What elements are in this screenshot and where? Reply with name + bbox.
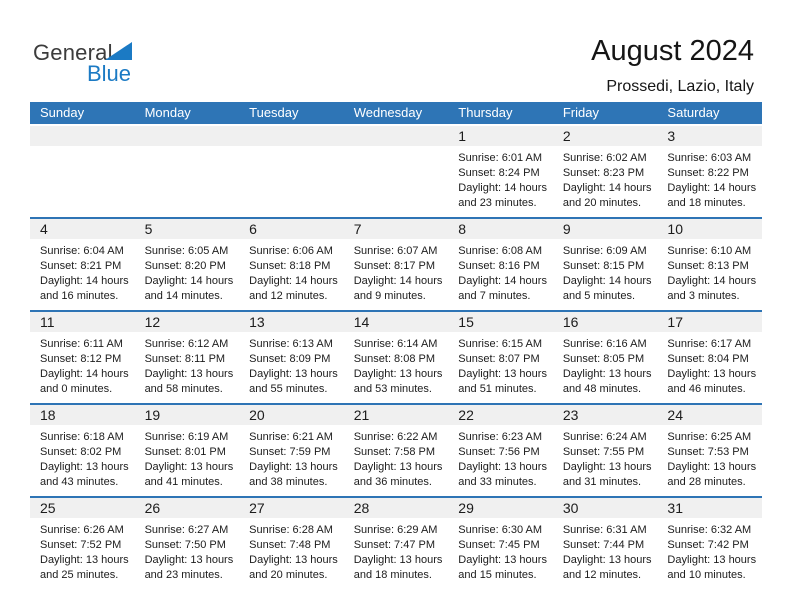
sunrise-text: Sunrise: 6:05 AM xyxy=(144,245,229,257)
sunset-text: Sunset: 8:24 PM xyxy=(458,167,540,179)
daylight-text-line2: and 28 minutes. xyxy=(667,476,746,488)
day-number: 4 xyxy=(30,219,135,239)
week-row xyxy=(30,310,762,403)
day-cell-17 xyxy=(657,312,762,403)
sunrise-text: Sunrise: 6:29 AM xyxy=(353,524,438,536)
day-cell-18 xyxy=(30,405,135,496)
sunrise-text: Sunrise: 6:12 AM xyxy=(144,338,229,350)
day-info xyxy=(657,332,762,397)
day-info xyxy=(448,518,553,583)
day-number: 22 xyxy=(448,405,553,425)
weekday-header-wednesday: Wednesday xyxy=(353,105,423,120)
daylight-text-line1: Daylight: 13 hours xyxy=(249,368,338,380)
daylight-text-line1: Daylight: 13 hours xyxy=(144,368,234,380)
day-info xyxy=(239,425,344,490)
day-number: 26 xyxy=(135,498,240,518)
day-info xyxy=(135,425,240,490)
daylight-text-line1: Daylight: 13 hours xyxy=(40,554,129,566)
day-cell-6 xyxy=(239,219,344,310)
daylight-text-line2: and 38 minutes. xyxy=(249,476,328,488)
day-info xyxy=(448,239,553,304)
day-info xyxy=(553,239,658,304)
daylight-text-line2: and 53 minutes. xyxy=(353,383,432,395)
day-cell-empty xyxy=(239,126,344,217)
sunrise-text: Sunrise: 6:04 AM xyxy=(40,245,124,257)
day-cell-9 xyxy=(553,219,658,310)
day-info xyxy=(657,518,762,583)
day-cell-4 xyxy=(30,219,135,310)
daylight-text-line2: and 46 minutes. xyxy=(667,383,746,395)
sunrise-text: Sunrise: 6:18 AM xyxy=(40,431,124,443)
day-info xyxy=(553,425,658,490)
daylight-text-line2: and 23 minutes. xyxy=(458,197,537,209)
day-cell-11 xyxy=(30,312,135,403)
day-cell-30 xyxy=(553,498,658,589)
sunset-text: Sunset: 7:47 PM xyxy=(353,539,436,551)
calendar-table xyxy=(30,102,762,589)
weekday-header-thursday: Thursday xyxy=(458,105,513,120)
daylight-text-line1: Daylight: 14 hours xyxy=(353,275,443,287)
day-number: 5 xyxy=(135,219,240,239)
sunset-text: Sunset: 7:48 PM xyxy=(249,539,331,551)
day-info xyxy=(344,239,449,304)
sunset-text: Sunset: 7:50 PM xyxy=(144,539,226,551)
day-cell-23 xyxy=(553,405,658,496)
day-info xyxy=(239,146,344,151)
day-cell-19 xyxy=(135,405,240,496)
week-row xyxy=(30,124,762,217)
day-number: 18 xyxy=(30,405,135,425)
day-info xyxy=(553,518,658,583)
daylight-text-line2: and 3 minutes. xyxy=(667,290,740,302)
day-cell-24 xyxy=(657,405,762,496)
daylight-text-line2: and 51 minutes. xyxy=(458,383,537,395)
daylight-text-line1: Daylight: 13 hours xyxy=(458,461,547,473)
sunrise-text: Sunrise: 6:09 AM xyxy=(562,245,647,257)
sunrise-text: Sunrise: 6:32 AM xyxy=(667,524,752,536)
daylight-text-line2: and 10 minutes. xyxy=(667,569,746,581)
sunset-text: Sunset: 7:44 PM xyxy=(562,539,645,551)
sunset-text: Sunset: 8:22 PM xyxy=(667,167,749,179)
daylight-text-line2: and 7 minutes. xyxy=(458,290,531,302)
sunset-text: Sunset: 8:05 PM xyxy=(562,353,645,365)
sunset-text: Sunset: 8:17 PM xyxy=(353,260,436,272)
sunrise-text: Sunrise: 6:02 AM xyxy=(562,152,647,164)
sunset-text: Sunset: 7:42 PM xyxy=(667,539,749,551)
day-info xyxy=(30,425,135,490)
daylight-text-line2: and 20 minutes. xyxy=(249,569,328,581)
daylight-text-line1: Daylight: 13 hours xyxy=(667,554,757,566)
day-info xyxy=(448,425,553,490)
daylight-text-line1: Daylight: 13 hours xyxy=(249,461,338,473)
sunset-text: Sunset: 7:45 PM xyxy=(458,539,540,551)
sunrise-text: Sunrise: 6:31 AM xyxy=(562,524,647,536)
sunset-text: Sunset: 7:52 PM xyxy=(40,539,122,551)
daylight-text-line1: Daylight: 13 hours xyxy=(144,554,234,566)
daylight-text-line1: Daylight: 14 hours xyxy=(562,275,652,287)
day-info xyxy=(344,146,449,151)
day-number xyxy=(135,126,240,146)
day-cell-28 xyxy=(344,498,449,589)
day-number: 17 xyxy=(657,312,762,332)
sunset-text: Sunset: 8:11 PM xyxy=(144,353,226,365)
daylight-text-line2: and 41 minutes. xyxy=(144,476,223,488)
sunset-text: Sunset: 8:18 PM xyxy=(249,260,331,272)
daylight-text-line1: Daylight: 13 hours xyxy=(458,554,547,566)
daylight-text-line1: Daylight: 14 hours xyxy=(667,275,757,287)
day-number: 6 xyxy=(239,219,344,239)
daylight-text-line1: Daylight: 13 hours xyxy=(562,368,652,380)
day-info xyxy=(30,518,135,583)
sunset-text: Sunset: 7:56 PM xyxy=(458,446,540,458)
sunrise-text: Sunrise: 6:30 AM xyxy=(458,524,543,536)
day-number: 8 xyxy=(448,219,553,239)
day-number: 21 xyxy=(344,405,449,425)
week-row xyxy=(30,496,762,589)
day-cell-27 xyxy=(239,498,344,589)
daylight-text-line1: Daylight: 14 hours xyxy=(249,275,338,287)
sunrise-text: Sunrise: 6:11 AM xyxy=(40,338,123,350)
day-number xyxy=(30,126,135,146)
sunrise-text: Sunrise: 6:16 AM xyxy=(562,338,647,350)
daylight-text-line2: and 36 minutes. xyxy=(353,476,432,488)
sunset-text: Sunset: 8:12 PM xyxy=(40,353,122,365)
sunset-text: Sunset: 8:09 PM xyxy=(249,353,331,365)
day-number: 25 xyxy=(30,498,135,518)
sunset-text: Sunset: 8:13 PM xyxy=(667,260,749,272)
sunrise-text: Sunrise: 6:25 AM xyxy=(667,431,752,443)
day-number xyxy=(344,126,449,146)
sunrise-text: Sunrise: 6:24 AM xyxy=(562,431,647,443)
title-block xyxy=(591,34,754,96)
day-info xyxy=(135,332,240,397)
sunset-text: Sunset: 7:58 PM xyxy=(353,446,436,458)
day-number: 20 xyxy=(239,405,344,425)
weekday-header-monday: Monday xyxy=(144,105,191,120)
daylight-text-line2: and 48 minutes. xyxy=(562,383,642,395)
general-blue-logo xyxy=(33,38,153,88)
day-cell-26 xyxy=(135,498,240,589)
sunset-text: Sunset: 8:08 PM xyxy=(353,353,436,365)
day-number: 15 xyxy=(448,312,553,332)
day-info xyxy=(657,425,762,490)
sunrise-text: Sunrise: 6:21 AM xyxy=(249,431,333,443)
day-cell-empty xyxy=(344,126,449,217)
sunrise-text: Sunrise: 6:26 AM xyxy=(40,524,124,536)
sunset-text: Sunset: 8:21 PM xyxy=(40,260,122,272)
day-number: 11 xyxy=(30,312,135,332)
sunset-text: Sunset: 7:53 PM xyxy=(667,446,749,458)
day-number: 7 xyxy=(344,219,449,239)
day-info xyxy=(30,332,135,397)
weekday-header-row xyxy=(30,102,762,124)
sunrise-text: Sunrise: 6:22 AM xyxy=(353,431,438,443)
day-cell-13 xyxy=(239,312,344,403)
daylight-text-line2: and 31 minutes. xyxy=(562,476,642,488)
sunrise-text: Sunrise: 6:17 AM xyxy=(667,338,752,350)
sunset-text: Sunset: 8:02 PM xyxy=(40,446,122,458)
daylight-text-line1: Daylight: 14 hours xyxy=(458,275,547,287)
day-cell-2 xyxy=(553,126,658,217)
day-number: 19 xyxy=(135,405,240,425)
daylight-text-line1: Daylight: 13 hours xyxy=(40,461,129,473)
day-number: 1 xyxy=(448,126,553,146)
day-cell-12 xyxy=(135,312,240,403)
day-cell-22 xyxy=(448,405,553,496)
day-number: 31 xyxy=(657,498,762,518)
day-info xyxy=(657,146,762,211)
sunset-text: Sunset: 8:07 PM xyxy=(458,353,540,365)
daylight-text-line2: and 9 minutes. xyxy=(353,290,426,302)
daylight-text-line2: and 0 minutes. xyxy=(40,383,113,395)
daylight-text-line1: Daylight: 13 hours xyxy=(353,368,443,380)
day-cell-3 xyxy=(657,126,762,217)
page-title: August 2024 xyxy=(591,35,754,67)
sunset-text: Sunset: 8:01 PM xyxy=(144,446,226,458)
day-number: 10 xyxy=(657,219,762,239)
daylight-text-line1: Daylight: 14 hours xyxy=(562,182,652,194)
daylight-text-line1: Daylight: 13 hours xyxy=(249,554,338,566)
day-cell-20 xyxy=(239,405,344,496)
day-cell-empty xyxy=(135,126,240,217)
day-cell-10 xyxy=(657,219,762,310)
daylight-text-line2: and 58 minutes. xyxy=(144,383,223,395)
day-number: 2 xyxy=(553,126,658,146)
day-number: 3 xyxy=(657,126,762,146)
day-number: 9 xyxy=(553,219,658,239)
day-cell-empty xyxy=(30,126,135,217)
daylight-text-line2: and 5 minutes. xyxy=(562,290,635,302)
day-number: 24 xyxy=(657,405,762,425)
day-cell-15 xyxy=(448,312,553,403)
sunrise-text: Sunrise: 6:07 AM xyxy=(353,245,438,257)
daylight-text-line1: Daylight: 13 hours xyxy=(562,554,652,566)
weekday-header-friday: Friday xyxy=(562,105,599,120)
sunrise-text: Sunrise: 6:15 AM xyxy=(458,338,543,350)
day-cell-8 xyxy=(448,219,553,310)
day-info xyxy=(657,239,762,304)
daylight-text-line2: and 15 minutes. xyxy=(458,569,537,581)
day-info xyxy=(135,518,240,583)
weekday-header-saturday: Saturday xyxy=(667,105,720,120)
sunset-text: Sunset: 8:16 PM xyxy=(458,260,540,272)
day-number: 29 xyxy=(448,498,553,518)
daylight-text-line1: Daylight: 14 hours xyxy=(458,182,547,194)
daylight-text-line2: and 43 minutes. xyxy=(40,476,119,488)
sunset-text: Sunset: 7:55 PM xyxy=(562,446,645,458)
location-subtitle: Prossedi, Lazio, Italy xyxy=(606,78,754,95)
day-cell-21 xyxy=(344,405,449,496)
week-row xyxy=(30,217,762,310)
sunrise-text: Sunrise: 6:23 AM xyxy=(458,431,543,443)
sunrise-text: Sunrise: 6:06 AM xyxy=(249,245,333,257)
weeks-container xyxy=(30,124,762,589)
day-info xyxy=(30,146,135,151)
day-cell-25 xyxy=(30,498,135,589)
daylight-text-line2: and 55 minutes. xyxy=(249,383,328,395)
day-info xyxy=(344,425,449,490)
sunrise-text: Sunrise: 6:19 AM xyxy=(144,431,229,443)
logo-text-blue: Blue xyxy=(87,61,132,86)
day-info xyxy=(553,146,658,211)
day-number xyxy=(239,126,344,146)
day-cell-14 xyxy=(344,312,449,403)
day-number: 28 xyxy=(344,498,449,518)
sunrise-text: Sunrise: 6:01 AM xyxy=(458,152,543,164)
daylight-text-line2: and 20 minutes. xyxy=(562,197,642,209)
day-info xyxy=(344,332,449,397)
sunrise-text: Sunrise: 6:27 AM xyxy=(144,524,229,536)
sunrise-text: Sunrise: 6:10 AM xyxy=(667,245,752,257)
day-number: 27 xyxy=(239,498,344,518)
sunset-text: Sunset: 8:23 PM xyxy=(562,167,645,179)
day-number: 13 xyxy=(239,312,344,332)
weekday-header-tuesday: Tuesday xyxy=(249,105,299,120)
daylight-text-line1: Daylight: 13 hours xyxy=(458,368,547,380)
daylight-text-line2: and 33 minutes. xyxy=(458,476,537,488)
sunset-text: Sunset: 7:59 PM xyxy=(249,446,331,458)
day-number: 14 xyxy=(344,312,449,332)
daylight-text-line1: Daylight: 13 hours xyxy=(144,461,234,473)
daylight-text-line2: and 16 minutes. xyxy=(40,290,119,302)
sunset-text: Sunset: 8:20 PM xyxy=(144,260,226,272)
day-cell-7 xyxy=(344,219,449,310)
day-number: 30 xyxy=(553,498,658,518)
day-info xyxy=(30,239,135,304)
daylight-text-line1: Daylight: 13 hours xyxy=(353,554,443,566)
daylight-text-line1: Daylight: 14 hours xyxy=(667,182,757,194)
sunset-text: Sunset: 8:04 PM xyxy=(667,353,749,365)
sunrise-text: Sunrise: 6:03 AM xyxy=(667,152,752,164)
day-info xyxy=(135,146,240,151)
daylight-text-line1: Daylight: 13 hours xyxy=(562,461,652,473)
day-cell-31 xyxy=(657,498,762,589)
weekday-header-sunday: Sunday xyxy=(40,105,85,120)
sunset-text: Sunset: 8:15 PM xyxy=(562,260,645,272)
daylight-text-line2: and 18 minutes. xyxy=(353,569,432,581)
day-info xyxy=(553,332,658,397)
day-cell-1 xyxy=(448,126,553,217)
sunrise-text: Sunrise: 6:13 AM xyxy=(249,338,333,350)
daylight-text-line2: and 25 minutes. xyxy=(40,569,119,581)
logo-text-general: General xyxy=(33,40,113,65)
day-number: 12 xyxy=(135,312,240,332)
daylight-text-line1: Daylight: 13 hours xyxy=(667,368,757,380)
day-info xyxy=(448,332,553,397)
daylight-text-line2: and 23 minutes. xyxy=(144,569,223,581)
day-cell-29 xyxy=(448,498,553,589)
day-info xyxy=(239,518,344,583)
daylight-text-line2: and 18 minutes. xyxy=(667,197,746,209)
daylight-text-line1: Daylight: 14 hours xyxy=(40,368,129,380)
daylight-text-line1: Daylight: 14 hours xyxy=(40,275,129,287)
day-cell-16 xyxy=(553,312,658,403)
daylight-text-line1: Daylight: 13 hours xyxy=(667,461,757,473)
day-number: 16 xyxy=(553,312,658,332)
daylight-text-line2: and 14 minutes. xyxy=(144,290,223,302)
daylight-text-line2: and 12 minutes. xyxy=(249,290,328,302)
sunrise-text: Sunrise: 6:28 AM xyxy=(249,524,333,536)
sunrise-text: Sunrise: 6:14 AM xyxy=(353,338,438,350)
day-cell-5 xyxy=(135,219,240,310)
daylight-text-line1: Daylight: 13 hours xyxy=(353,461,443,473)
daylight-text-line1: Daylight: 14 hours xyxy=(144,275,234,287)
day-info xyxy=(344,518,449,583)
day-number: 23 xyxy=(553,405,658,425)
day-info xyxy=(135,239,240,304)
daylight-text-line2: and 12 minutes. xyxy=(562,569,642,581)
day-info xyxy=(239,239,344,304)
day-info xyxy=(239,332,344,397)
week-row xyxy=(30,403,762,496)
day-info xyxy=(448,146,553,211)
sunrise-text: Sunrise: 6:08 AM xyxy=(458,245,543,257)
